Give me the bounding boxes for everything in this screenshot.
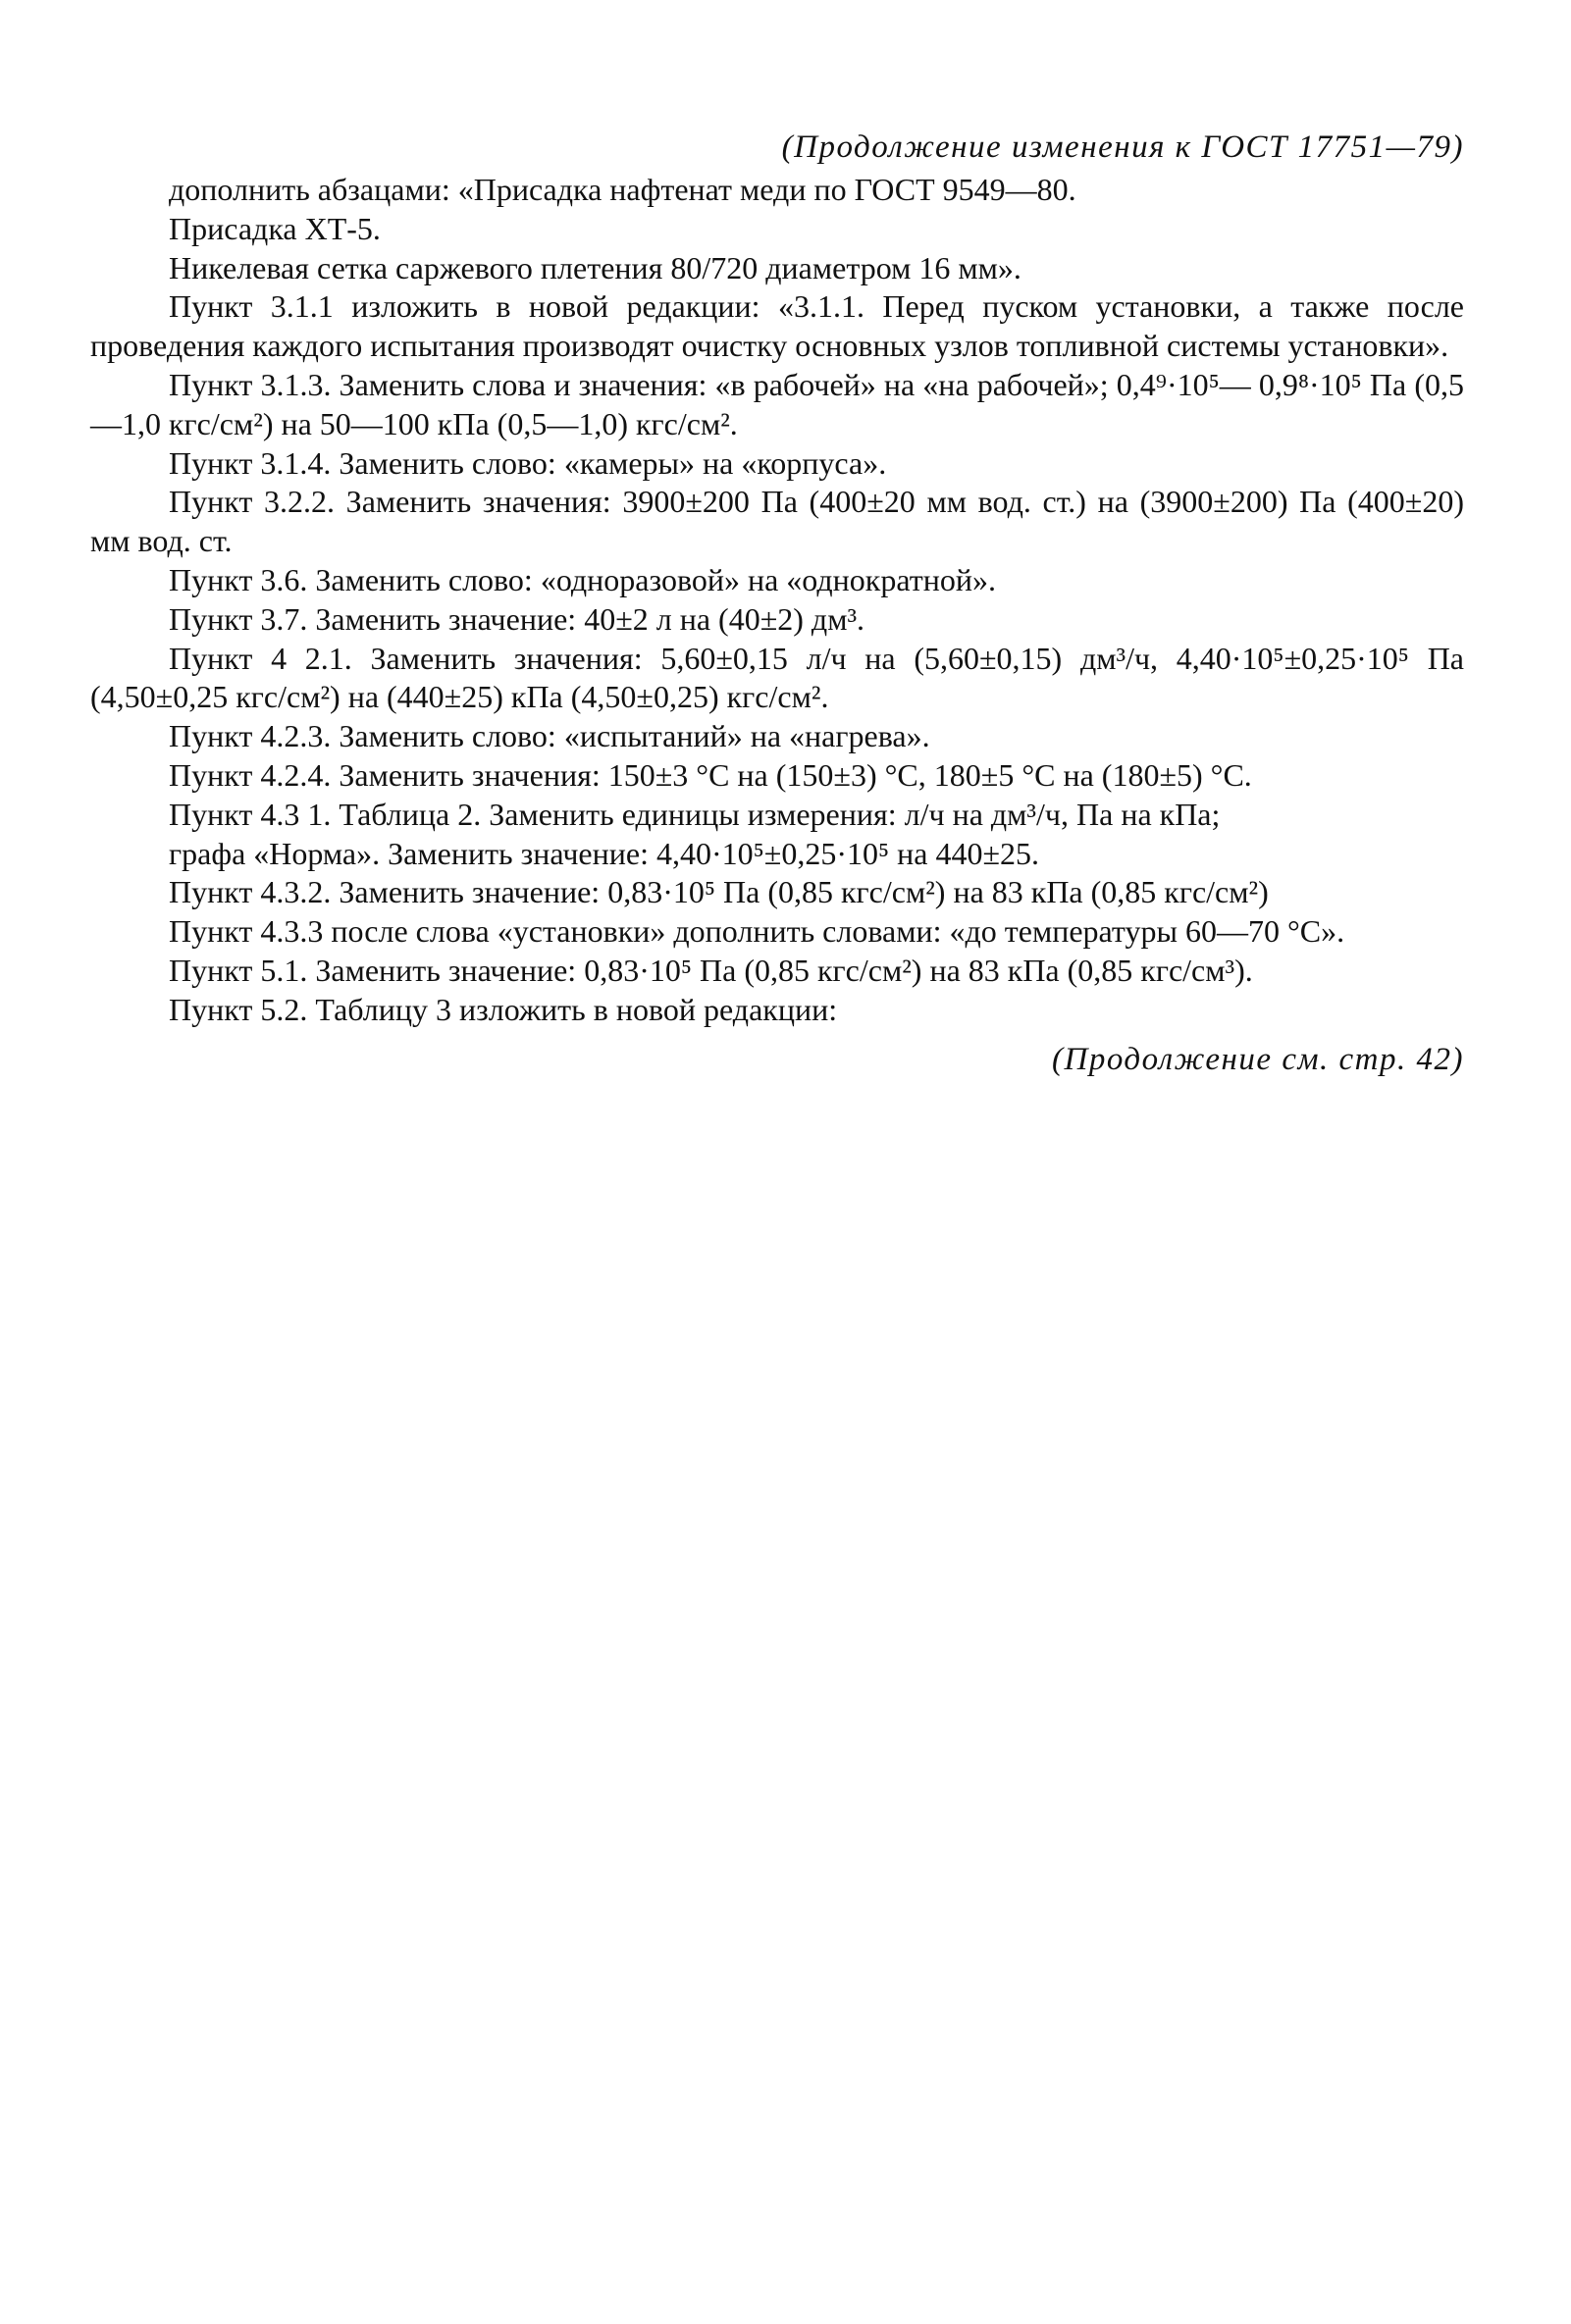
paragraph-18: Пункт 5.2. Таблицу 3 изложить в новой редакции:: [169, 991, 838, 1027]
continuation-header: (Продолжение изменения к ГОСТ 17751—79): [781, 129, 1464, 165]
paragraph-16: Пункт 4.3.3 после слова «установки» дополнить словами: «до температуры 60—70 °С».: [169, 913, 1345, 950]
paragraph-8: Пункт 3.6. Заменить слово: «одноразовой» на «однократной».: [169, 561, 996, 597]
paragraph-1: дополнить абзацами: «Присадка нафтенат меди по ГОСТ 9549—80.: [169, 172, 1076, 207]
paragraph-10: Пункт 4 2.1. Заменить значения: 5,60±0,15 л/ч на (5,60±0,15) дм³/ч, 4,40·10⁵±0,25·10⁵ Па (4,50±0,25 кгс/см²) на (440±25) кПа (4,50±0,25) кгс/см².: [90, 640, 1464, 715]
paragraph-11: Пункт 4.2.3. Заменить слово: «испытаний» на «нагрева».: [169, 718, 930, 754]
paragraph-15: Пункт 4.3.2. Заменить значение: 0,83·10⁵ Па (0,85 кгс/см²) на 83 кПа (0,85 кгс/см²): [169, 874, 1269, 910]
paragraph-9: Пункт 3.7. Заменить значение: 40±2 л на (40±2) дм³.: [169, 600, 865, 637]
paragraph-6: Пункт 3.1.4. Заменить слово: «камеры» на «корпуса».: [169, 444, 887, 481]
paragraph-4: Пункт 3.1.1 изложить в новой редакции: «3.1.1. Перед пуском установки, а также после проведения каждого испытания производят очистку основных узлов топливной системы установки».: [90, 288, 1464, 364]
paragraph-14: графа «Норма». Заменить значение: 4,40·10⁵±0,25·10⁵ на 440±25.: [169, 835, 1040, 871]
paragraph-12: Пункт 4.2.4. Заменить значения: 150±3 °С на (150±3) °С, 180±5 °С на (180±5) °С.: [169, 756, 1252, 793]
paragraph-13: Пункт 4.3 1. Таблица 2. Заменить единицы измерения: л/ч на дм³/ч, Па на кПа;: [169, 796, 1221, 832]
paragraph-17: Пункт 5.1. Заменить значение: 0,83·10⁵ Па (0,85 кгс/см²) на 83 кПа (0,85 кгс/см³).: [169, 952, 1253, 988]
document-page: [90, 126, 1464, 1081]
document-body: [90, 171, 1464, 1030]
paragraph-3: Никелевая сетка саржевого плетения 80/720 диаметром 16 мм».: [169, 249, 1021, 285]
paragraph-2: Присадка ХТ-5.: [169, 210, 381, 246]
paragraph-5: Пункт 3.1.3. Заменить слова и значения: «в рабочей» на «на рабочей»; 0,4⁹·10⁵— 0,9⁸·10⁵ Па (0,5—1,0 кгс/см²) на 50—100 кПа (0,5—1,0) кгс/см².: [90, 366, 1464, 441]
continuation-footer: (Продолжение см. стр. 42): [1052, 1041, 1464, 1077]
paragraph-7: Пункт 3.2.2. Заменить значения: 3900±200 Па (400±20 мм вод. ст.) на (3900±200) Па (400±20) мм вод. ст.: [90, 484, 1464, 559]
